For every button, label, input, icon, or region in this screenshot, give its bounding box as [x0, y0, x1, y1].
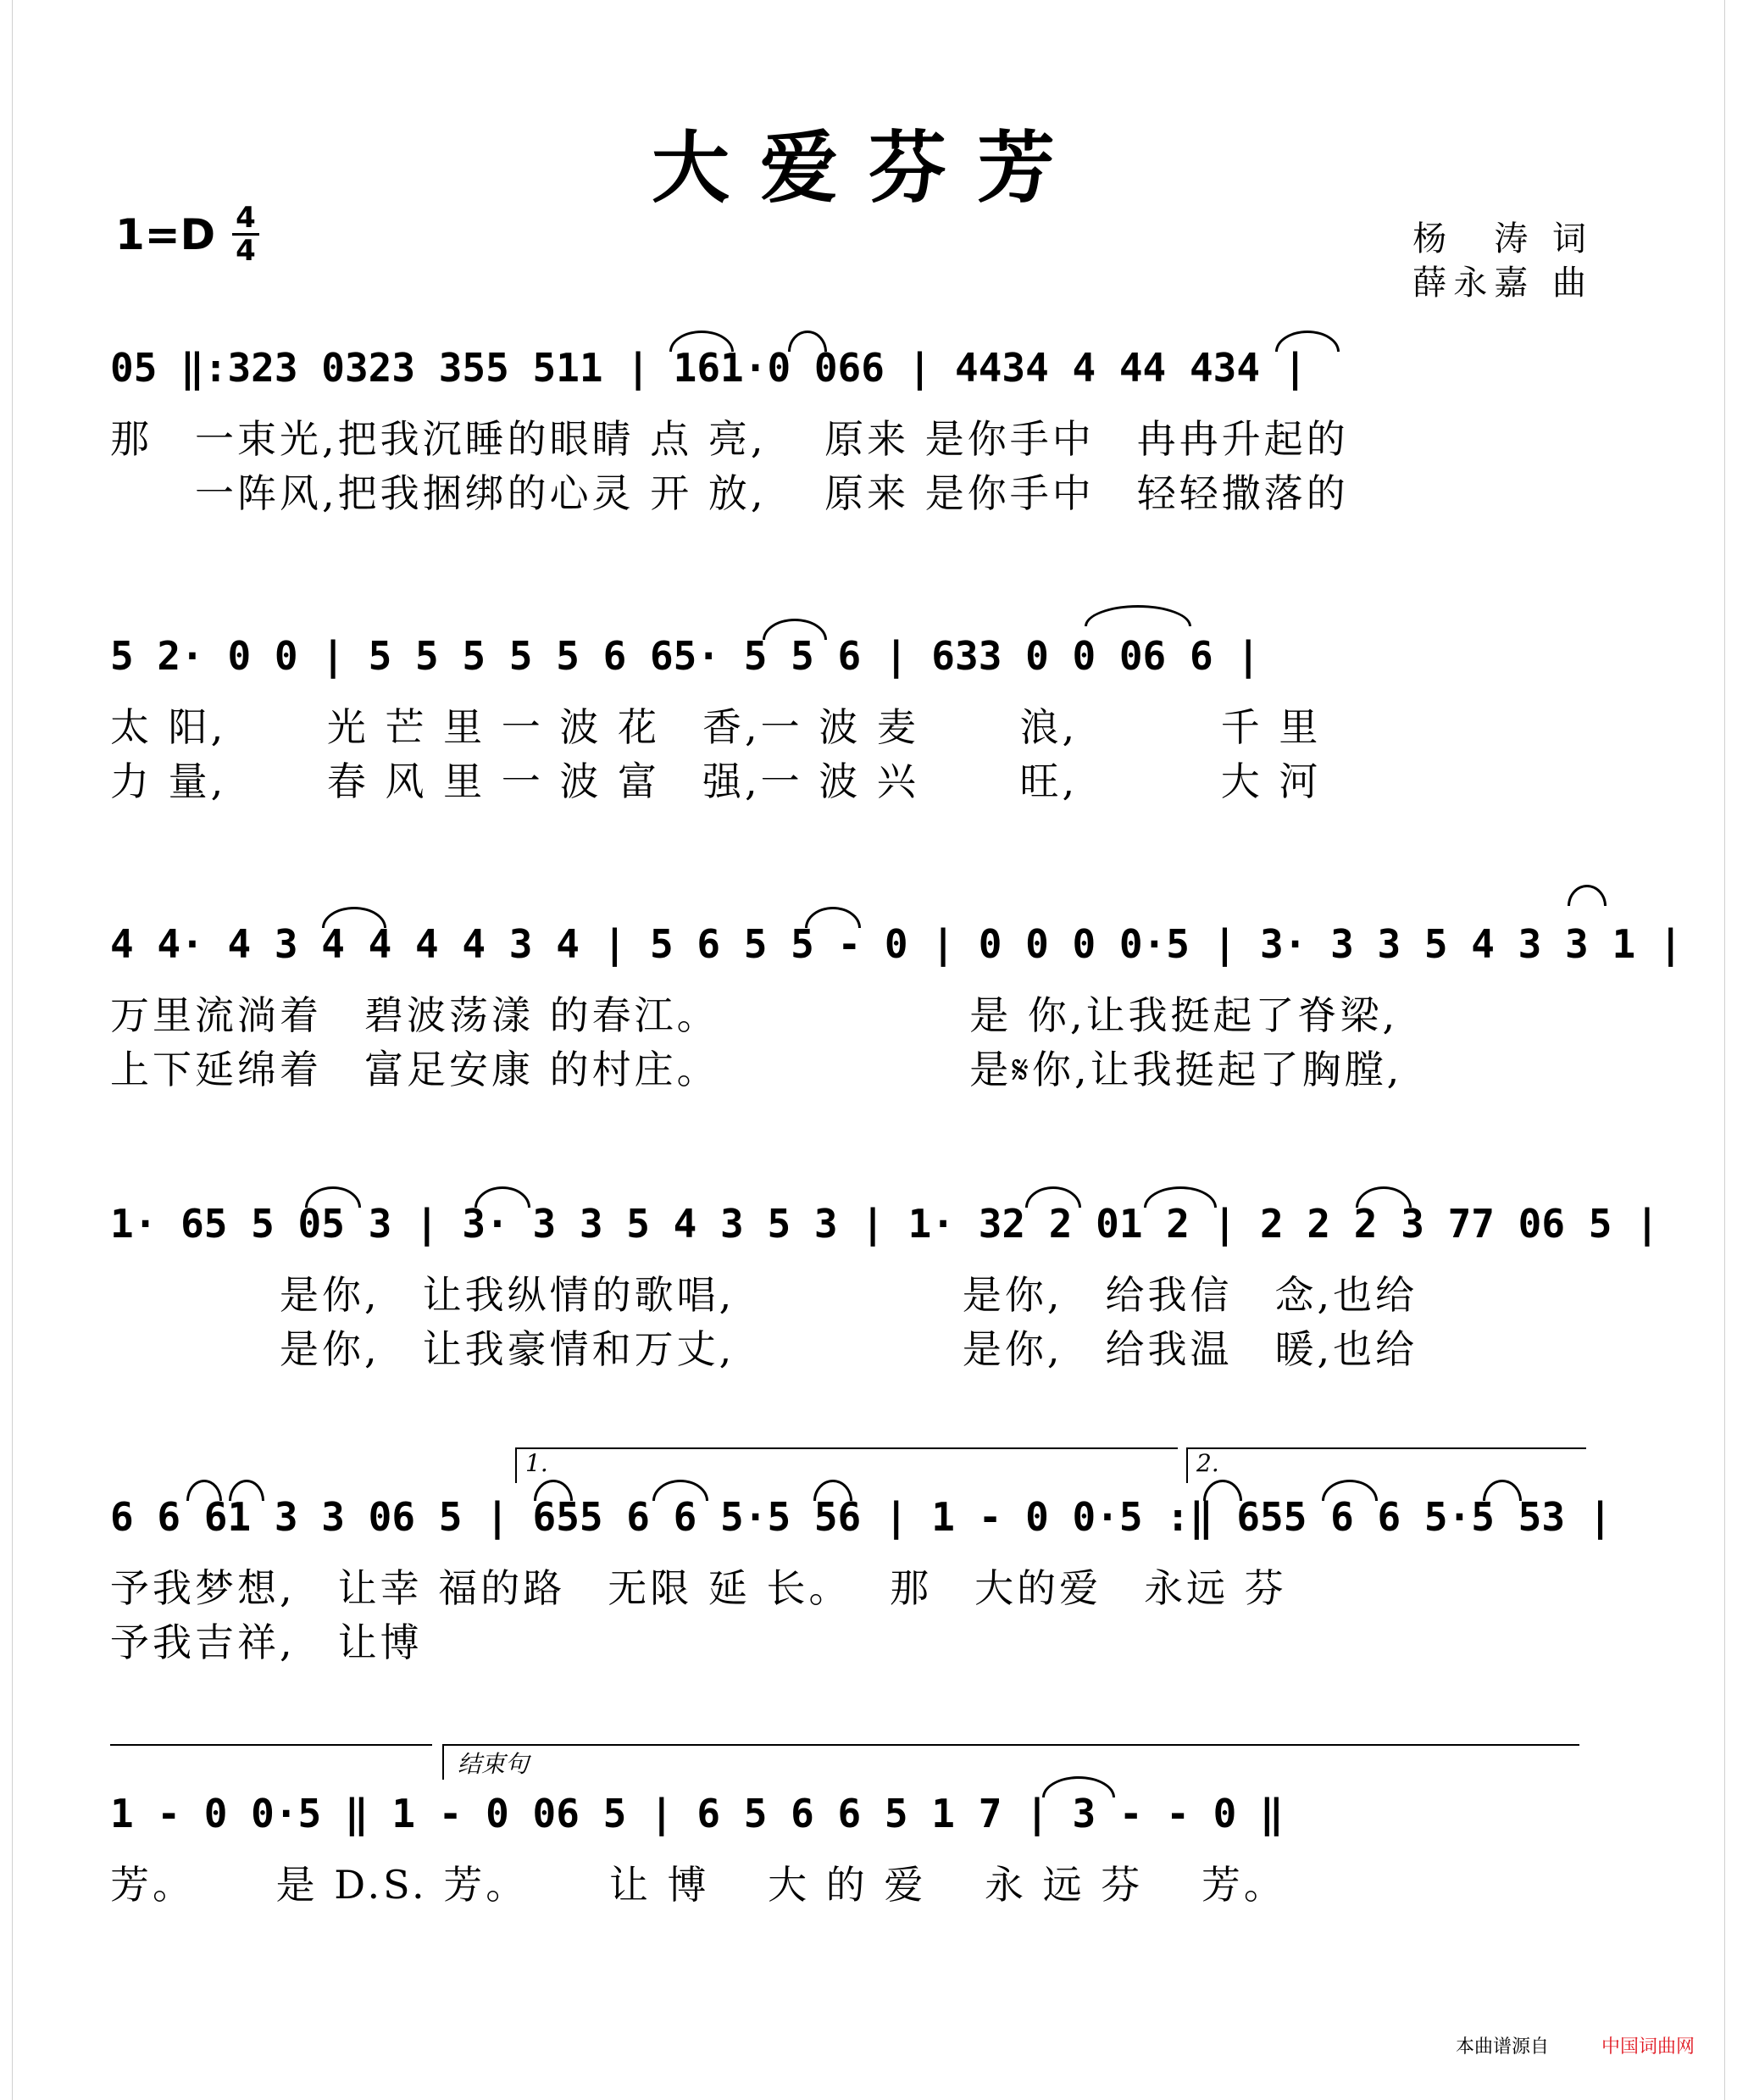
notation-line: 6 6 61 3 3 06 5 | 655 6 6 5·5 56 | 1 - 0 0·5 :‖ 655 6 6 5·5 53 | — [110, 1494, 1612, 1540]
slur — [1144, 1186, 1217, 1208]
slur — [186, 1480, 222, 1501]
left-margin-strip — [0, 0, 13, 2100]
slur — [805, 907, 861, 928]
meter-bottom: 4 — [236, 234, 256, 268]
slur — [788, 331, 827, 352]
slur — [1356, 1186, 1412, 1208]
slur — [763, 619, 827, 640]
lyrics-verse-1: 那 一束光,把我沉睡的眼睛 点 亮, 原来 是你手中 冉冉升起的 — [110, 416, 1349, 462]
time-signature — [229, 201, 263, 268]
coda-label: 结束句 — [458, 1750, 530, 1778]
slur — [229, 1480, 264, 1501]
footer-source-text: 本曲谱源自 — [1456, 2036, 1550, 2058]
lyrics-verse-2: 予我吉祥, 让博 — [110, 1619, 423, 1665]
notation-line: 1· 65 5 05 3 | 3· 3 3 5 4 3 5 3 | 1· 32 2 01 2 | 2 2 2 3 77 06 5 | — [110, 1201, 1659, 1247]
lyrics-verse-1: 是你, 让我纵情的歌唱, 是你, 给我信 念,也给 — [110, 1272, 1418, 1318]
lyrics-verse-2: 力 量, 春 风 里 一 波 富 强,一 波 兴 旺, 大 河 — [110, 758, 1322, 804]
lyrics-verse-1: 太 阳, 光 芒 里 一 波 花 香,一 波 麦 浪, 千 里 — [110, 704, 1322, 750]
coda-bracket — [442, 1744, 1579, 1780]
slur — [1275, 331, 1340, 352]
slur — [305, 1186, 361, 1208]
first-ending-label: 1. — [525, 1449, 548, 1477]
footer-site-link[interactable]: 中国词曲网 — [1601, 2036, 1695, 2058]
lyrics-verse-1: 芳。 是 D.S. 芳。 让 博 大 的 爱 永 远 芬 芳。 — [110, 1862, 1286, 1908]
slur — [474, 1186, 530, 1208]
notation-line: 5 2· 0 0 | 5 5 5 5 5 6 65· 5 5 6 | 633 0 0 06 6 | — [110, 633, 1261, 679]
lyrics-verse-1: 万里流淌着 碧波荡漾 的春江。 是 你,让我挺起了脊梁, — [110, 992, 1399, 1038]
slur — [669, 331, 734, 352]
notation-line: 1 - 0 0·5 ‖ 1 - 0 06 5 | 6 5 6 6 5 1 7 | 3 - - 0 ‖ — [110, 1791, 1284, 1836]
notation-line: 4 4· 4 3 4 4 4 4 3 4 | 5 6 5 5 - 0 | 0 0 0 0·5 | 3· 3 3 5 4 3 3 1 | — [110, 921, 1683, 967]
lyrics-verse-2: 是你, 让我豪情和万丈, 是你, 给我温 暖,也给 — [110, 1326, 1418, 1372]
meter-top: 4 — [236, 201, 256, 235]
second-ending-bracket — [1186, 1447, 1586, 1483]
first-ending-bracket — [515, 1447, 1178, 1483]
right-margin-strip — [1724, 0, 1737, 2100]
lyrics-verse-2: 上下延绵着 富足安康 的村庄。 是𝄋你,让我挺起了胸膛, — [110, 1047, 1403, 1092]
lyricist-credit: 杨 涛 词 — [1412, 219, 1593, 258]
slur — [322, 907, 386, 928]
slur — [1085, 605, 1191, 626]
song-title: 大爱芬芳 — [651, 122, 1085, 214]
slur — [1025, 1186, 1081, 1208]
slur — [1568, 885, 1607, 906]
composer-credit: 薛永嘉 曲 — [1412, 264, 1593, 303]
lyrics-verse-1: 予我梦想, 让幸 福的路 无限 延 长。 那 大的爱 永远 芬 — [110, 1565, 1287, 1611]
lyrics-verse-2: 一阵风,把我捆绑的心灵 开 放, 原来 是你手中 轻轻撒落的 — [110, 470, 1349, 516]
notation-line: 05 ‖:323 0323 355 511 | 161·0 066 | 4434 4 44 434 | — [110, 345, 1307, 391]
second-ending-label: 2. — [1196, 1449, 1219, 1477]
key-signature: 1=D — [115, 210, 216, 259]
ending-line — [110, 1744, 432, 1746]
